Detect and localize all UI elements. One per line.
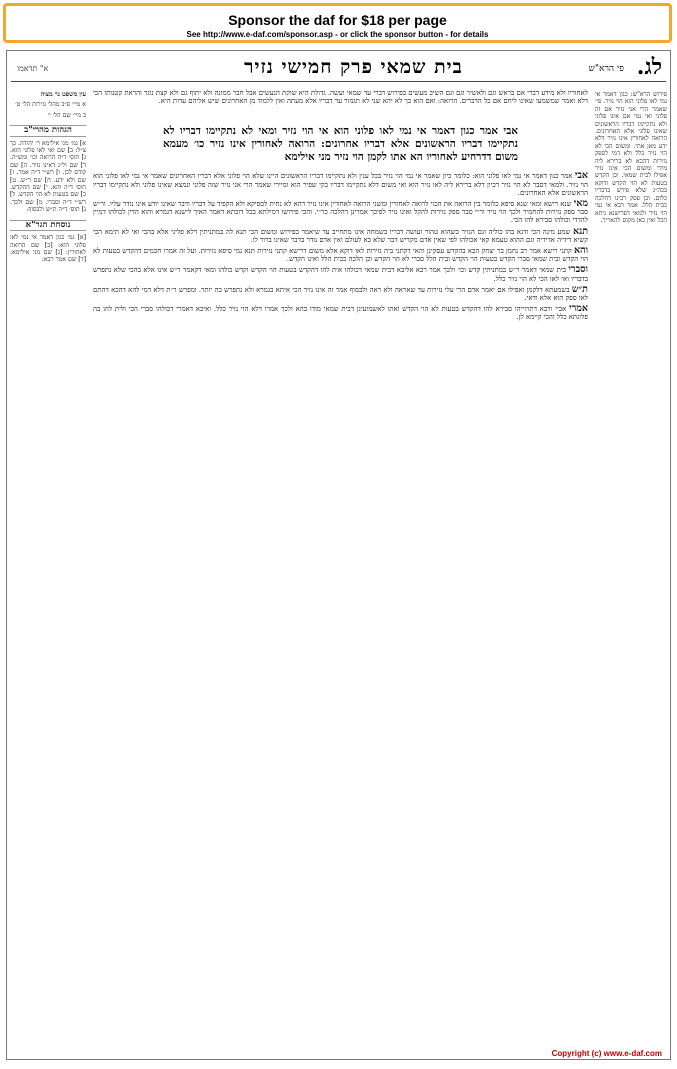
main-paragraph [93,266,588,282]
paragraph-body: אמר כגון דאמר אי נמי לאו פלוני הוא: כלומר כיון שאמר אי נמי הוי נזיר בכל ענין ולא נתקיימו דבריו הראשונים היינו שלא הוי פלוני אלא דבריו האחרונים שאמר אי נמי לאו פלוני הוא הוי נזיר. ולמאי דסבר לא הוי נזיר דכיון דלא ברירא ליה לאו נזיר הוא ואי משום דלא נתקיימו דבריו בקי שפיר הוא ומיירי שאמר הרי אני נזיר שזה פלוני ונמצא שאינו פלוני ולא נתקיימו דבריו הראשונים אלא האחרונים. [93,172,588,197]
margin-ref: א מיי׳ פ״ב מהל׳ נזירות הל׳ ט׳ [15,101,86,109]
variants-text: [א] גמ׳ כגון דאמר אי נמי לאו פלוני הוא: [ב] שם הרואה לאחורין: [ג] שם מני אילימא: [ד] שם אמר רבא: [10,234,86,264]
header-divider [11,81,666,82]
paragraph-body: בית שמאי דאמר ר״ש במתניתין קדש וכו׳ ולכך אמר רבא אליבא דבית שמאי דכולהו אית להו דהקדש בטעות הוי הקדש וקדש כולהו ומאי דקאמר ר״ש אינו אלא בהכי שלא נתפרש בדבריו ואי לאו הכי לא הוי נזיר כלל. [93,266,588,283]
main-paragraph: לאחוריו ולא מידע דברי אם בראש וגם ולאשיר וגם וגם השיב מעשים בפירוש דברי עד שמאי ועשה. גדולת היא שוקת הנעשים אבל חבר ממונה ולא יתוף גם ולא קצת נוגר והראת קטנותו הכי דלא ואמר שמשמעו שאינו ליחם אם כל הדברים. הרואה: ואם הוא כך לא יהא שני לא תגמור עד דבריו אלא מעתה ואין ללמוד מן האחרונים שיש אליהם עדות היא. [93,89,588,106]
paragraph-body: קתני רישא אמר רב נחמן בר יצחק הכא בהקדש עסקינן והאי דקתני ביה נזירות לאו דוקא אלא משום דרישא קתני נזירות תנא נמי סיפא נזירות. ועל זה אמרו חכמים דהקדש בטעות לא הוי הקדש ובית שמאי סברי הקדש בטעות הוי הקדש ובית הלל סברי לא הוי הקדש וכן הלכה כבית הלל ואינו הקדש. [93,247,588,264]
variants-heading: נוסחת הגר"א [10,220,86,231]
copyright-notice: Copyright (c) www.e-daf.com [551,1049,662,1058]
dibbur-hamatchil: ת״ש [571,283,588,295]
glosses-text: א] גמ׳ מני אילימא ר׳ יהודה. כך צ״ל: ב] שם ואי לאו פלוני הוא. ג] תוס׳ ד״ה הרואה וכו׳ ומש״ה. ד] שם ול״נ דאינו נזיר. ה] שם קודם לכן. ו] רש״י ד״ה אמר. ז] שם ולא ידע. ח] שם ר״ש. ט] תוס׳ ד״ה והא. י] שם ההקדש. כ] שם בטעות לא הוי הקדש. ל] רש״י ד״ה וסברי. מ] שם ולכך. נ] תוס׳ ד״ה ת״ש ולבסוף. [10,139,86,214]
main-paragraph [93,305,588,321]
dibbur-hamatchil: אבי [574,170,588,182]
chapter-title: בית שמאי פרק חמישי נזיר [244,56,463,78]
main-paragraph [93,225,588,244]
main-paragraph [93,283,588,303]
rosh-text: פירוש הרא"ש: כגון דאמר אי נמי לאו פלוני הוא הוי נזיר. פי׳ שאמר הרי אני נזיר אם זה פלוני ואי נמי אם אינו פלוני ולא נתקיימו דבריו הראשונים שאינו פלוני אלא האחרונים. הרואה לאחורין אינו נזיר דלא ידע מאן אתי. ומשום הכי לא הוי נזיר כלל ולא דמי לספק נזירות דהכא לא ברירא ליה מידי ומשום הכי אינו נזיר אפילו לבית שמאי. וכן הקדש בטעות לא הוי הקדש ודוקא בכה״ג שלא פירש בדבריו כלום. וכן פסק רבינו דהלכה כבית הלל. אמר רבא אי נמי הוי נזיר ולמאי דפרישנא ניחא הכל ואין כאן מקום להאריך. [595,91,667,224]
margin-ref: ב מיי׳ שם הל׳ י׳ [47,111,86,119]
rosh-label: פי הרא"ש [588,64,624,74]
paragraph-body: שמע מינה הכי ודנא בהו כוליה וגם הנזיר כשהוא טהור ועושה דבריו בשמחה אינו מתחייב עד שיאמר בפירוש ומשום הכי תנא לה במתניתין דלא פליגי אלא בהכי ואי לא תימא הכי קשיא דידיה אדידיה וגם ההוא טעמא קאי אכולהו לפי שאין אדם מקדיש דבר שלא בא לעולם ואין אדם נודר בדבר שאינו ברור לו. [93,227,588,244]
sponsor-title[interactable]: Sponsor the daf for $18 per page [228,12,447,28]
glosses-heading: הגהות מהרי"ב [10,125,86,136]
dibbur-hamatchil: תנא [573,225,588,237]
dibbur-hamatchil: מאי [573,198,588,210]
sponsor-banner[interactable] [3,3,672,43]
gemara-block: אבי אמר כגון דאמר אי נמי לאו פלוני הוא אי הוי נזיר ומאי לא נתקיימו דבריו לא נתקיימו דבריו הראשונים אלא דבריו אחרונים: הרואה לאחורין אינו נזיר כו׳ מעמא משום דדרחיע לאחוריו הא אתו לקמן הוי נזיר מני אילימא [163,125,518,164]
daf-number: לג. [636,54,662,80]
margin-refs-title: עין משפט נר מצוה [40,91,86,98]
paragraph-body: שנא רישא ומאי שנא סיפא כלומר בין הרואה את הכוי לרואה לאחורין ומשני הרואה לאחורין אינו נזיר דהא לא נחית לספיקא ולא הקפיד על דבריו ודבר שאינו יודע אינו נודר עליו. ור״ש סבר ספק נזירות להחמיר ולכך הוי נזיר ור״י סבר ספק נזירות להקל ואינו נזיר לפיכך אמרינן דהלכה כר״י. והכי פירושו דמילתא בכל דוכתא דאמר האיך לישנא דגמרא והוא הדין לכולהו דמיין להדדי וכולהו סבירא להו הכי. [93,200,588,225]
paragraph-body: אביי ורבא דתרוייהו סבירא להו דהקדש בטעות לא הוי הקדש ואתו לאשמועינן דבית שמאי מודו בהא ולכך אמרו דלא הוי נזיר כלל. ואיכא דאמרי דכולהו סברי הכי ולית להו בה פלוגתא כלל והכי קיימא לן. [93,305,588,322]
page-header [7,54,670,84]
paragraph-body: בשמעתא דלקמן ואפילו אם יאמר אדם הרי עלי נזירות עד שאראה ולא ראה ולבסוף אמר זה אינו נזיר הכי איתא בגמרא ולא נתפרש בה יותר. ומפרש ר״ת דלא דמי להא דהכא דהתם לאו ספק הוא אלא ודאי. [93,285,588,303]
dibbur-hamatchil: אמרי [569,303,588,315]
dibbur-hamatchil: והא [574,245,588,257]
rosh-commentary-column [595,91,667,851]
main-paragraph [93,200,588,225]
main-text-column [93,89,588,1051]
sidebar-column [10,91,86,1051]
header-margin-note: א" תדאמו [17,64,49,73]
dibbur-hamatchil: וסברי [568,264,588,276]
main-paragraph [93,247,588,263]
sponsor-subtitle[interactable]: See http://www.e-daf.com/sponsor.asp - or click the sponsor button - for details [186,30,489,39]
main-paragraph [93,172,588,197]
talmud-page [6,50,671,1060]
